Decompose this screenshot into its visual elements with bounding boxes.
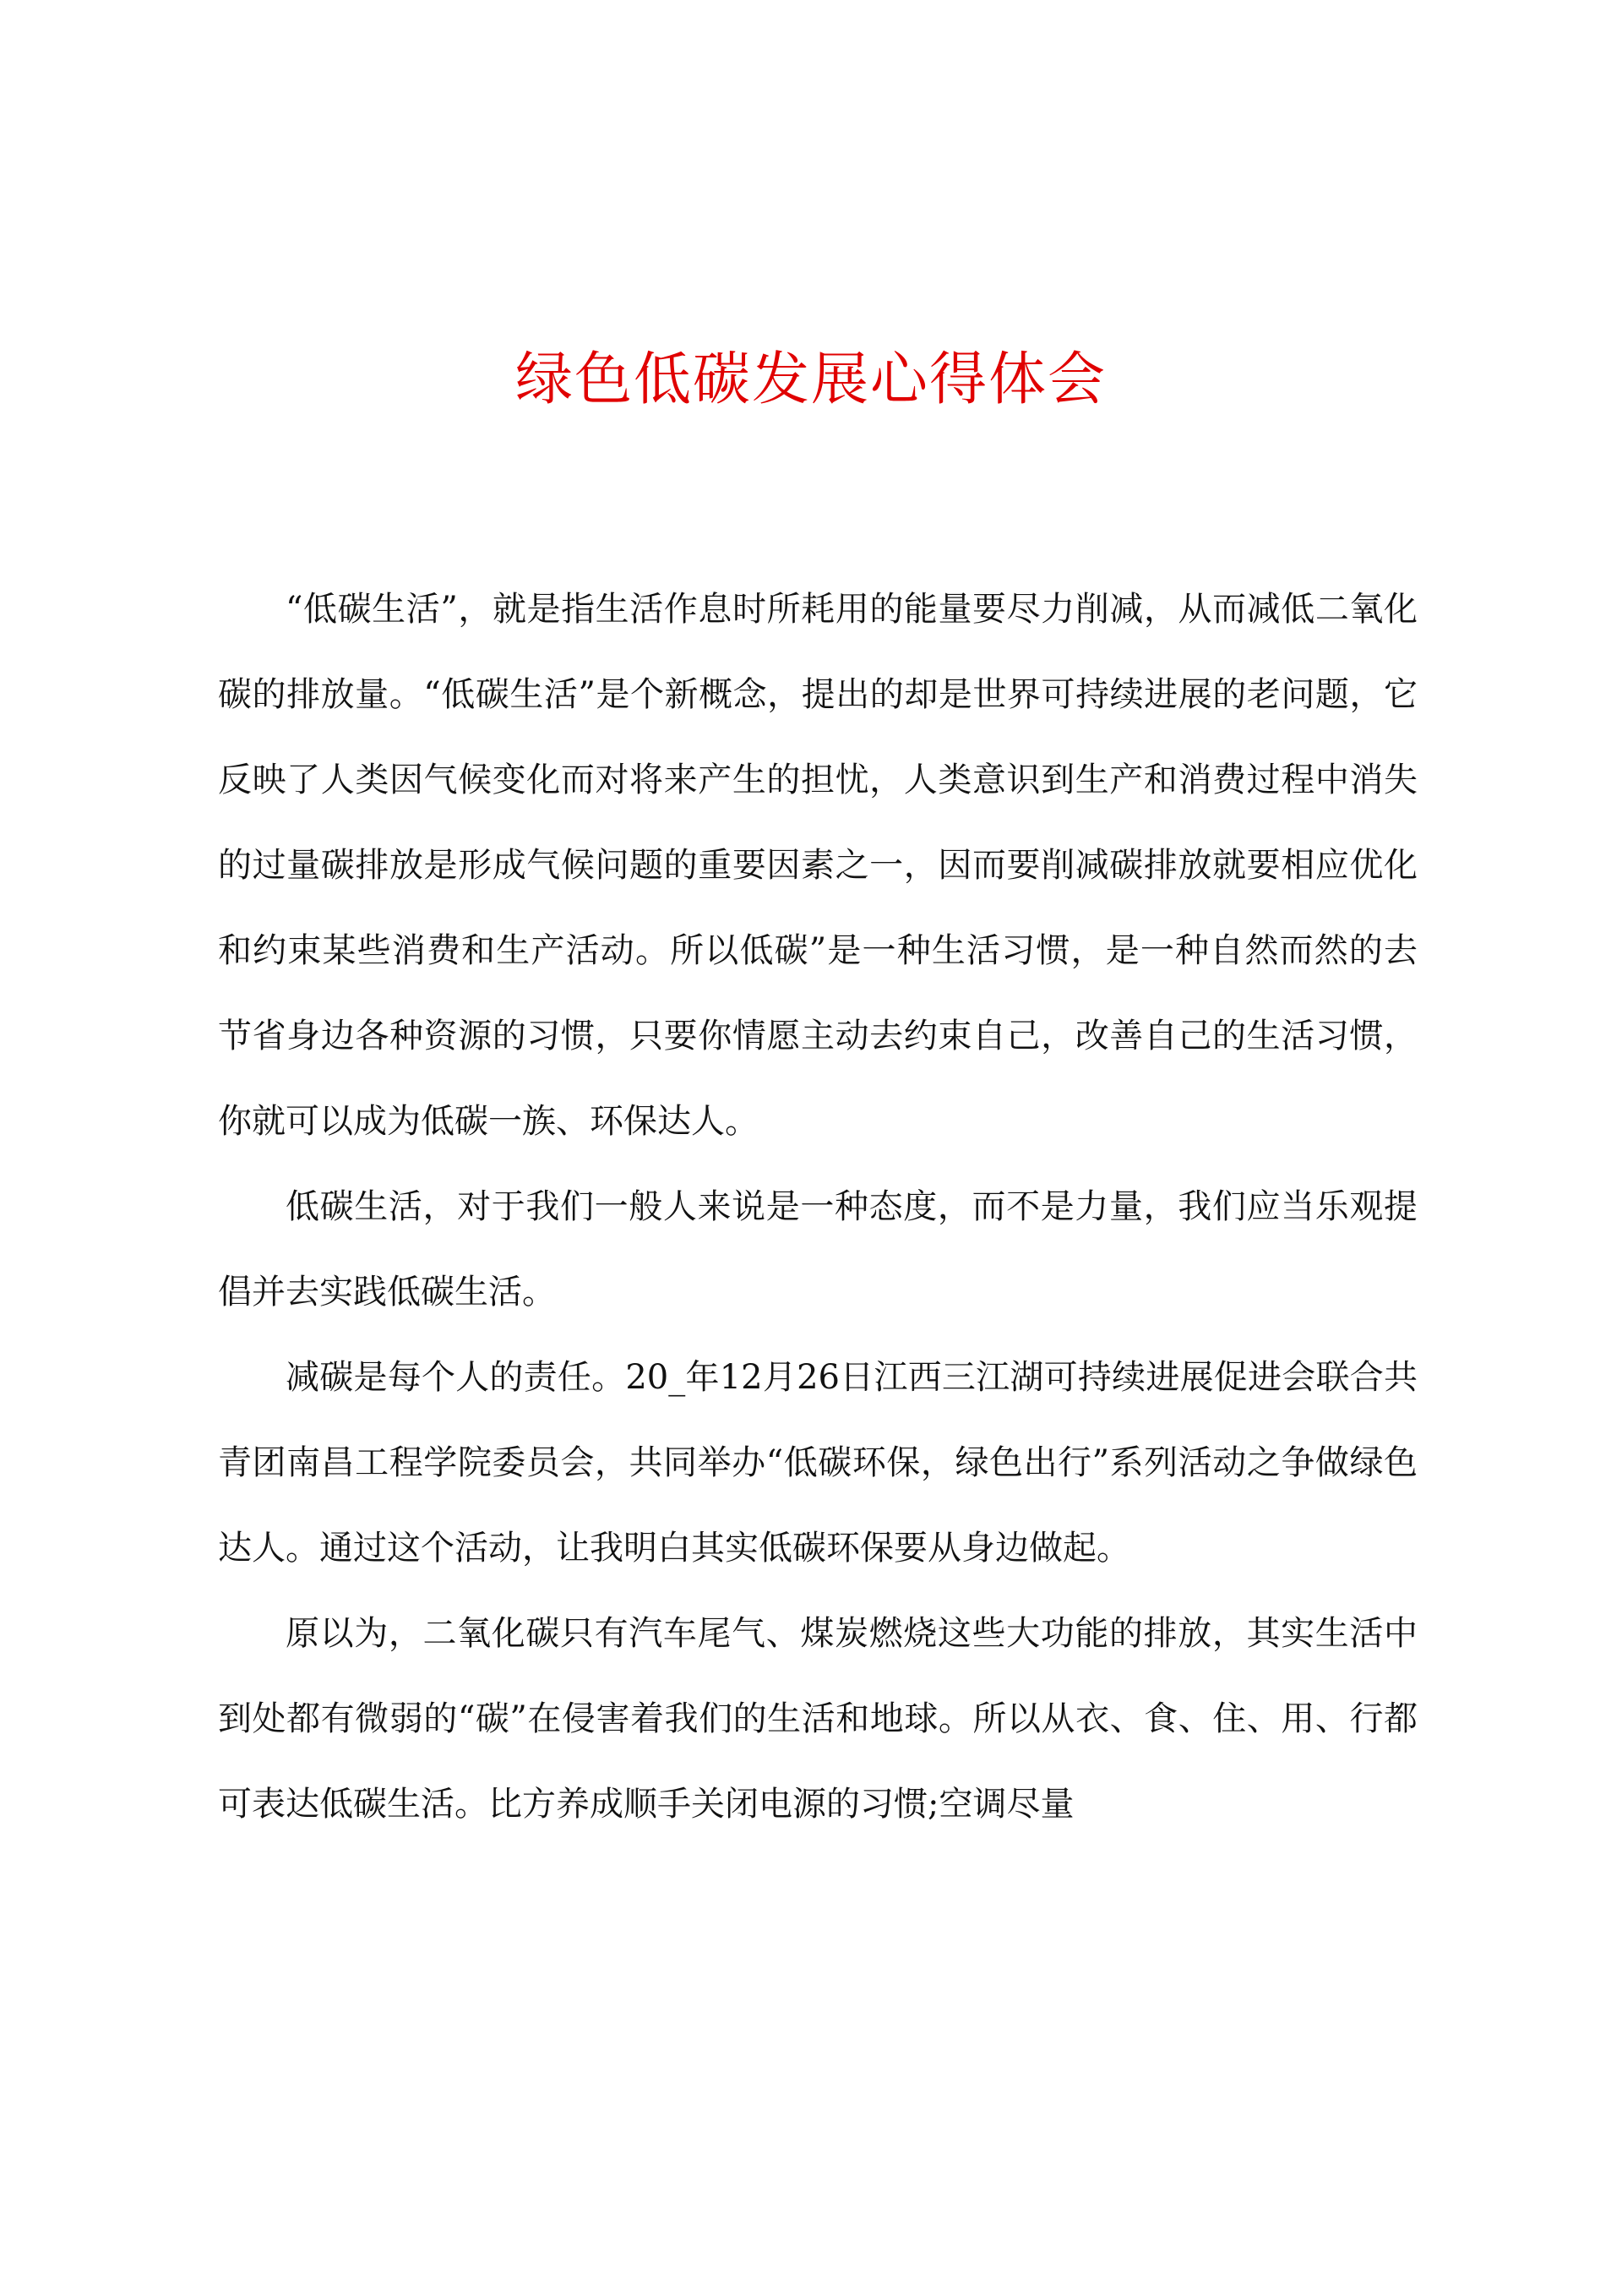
paragraph-2: 低碳生活，对于我们一般人来说是一种态度，而不是力量，我们应当乐观提倡并去实践低碳生活。 xyxy=(218,1187,1418,1312)
paragraph-3: 减碳是每个人的责任。20_年12月26日江西三江湖可持续进展促进会联合共青团南昌工程学院委员会，共同举办“低碳环保，绿色出行”系列活动之争做绿色达人。通过这个活动，让我明白其实低碳环保要从身边做起。 xyxy=(218,1358,1418,1568)
document-title: 绿色低碳发展心得体会 xyxy=(514,346,1107,413)
document-body xyxy=(218,567,1418,1847)
paragraph-1: “低碳生活”，就是指生活作息时所耗用的能量要尽力削减，从而减低二氧化碳的排放量。“低碳生活”是个新概念，提出的却是世界可持续进展的老问题，它反映了人类因气候变化而对将来产生的担忧，人类意识到生产和消费过程中消失的过量碳排放是形成气候问题的重要因素之一，因而要削减碳排放就要相应优化和约束某些消费和生产活动。所以低碳”是一种生活习惯，是一种自然而然的去节省身边各种资源的习惯，只要你情愿主动去约束自己，改善自己的生活习惯，你就可以成为低碳一族、环保达人。 xyxy=(218,590,1418,1141)
paragraph-4: 原以为，二氧化碳只有汽车尾气、煤炭燃烧这些大功能的排放，其实生活中到处都有微弱的“碳”在侵害着我们的生活和地球。所以从衣、食、住、用、行都可表达低碳生活。比方养成顺手关闭电源的习惯;空调尽量 xyxy=(218,1614,1418,1824)
